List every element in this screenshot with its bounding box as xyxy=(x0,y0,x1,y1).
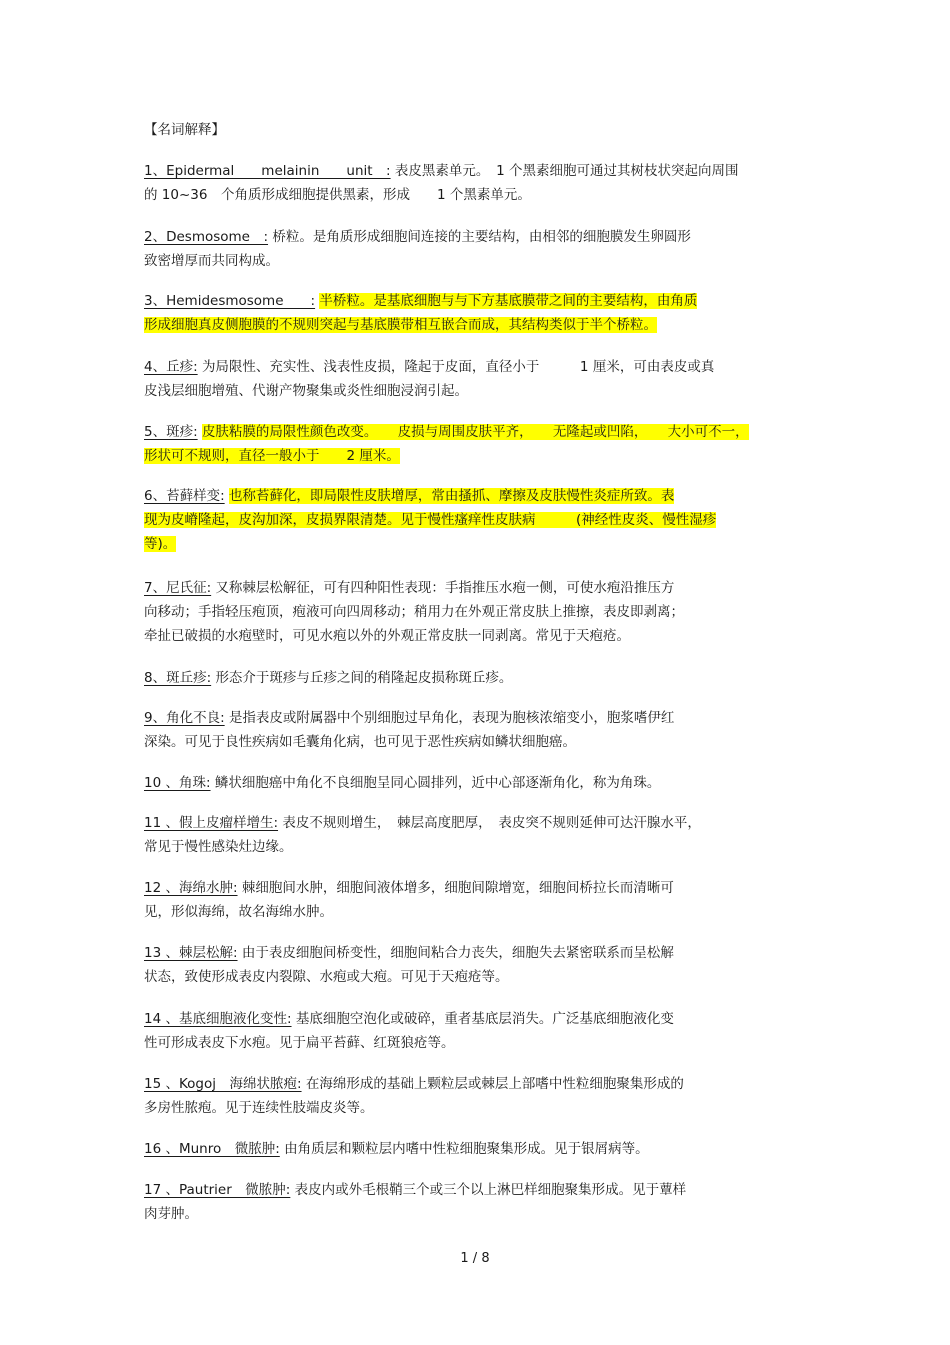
term: 3、Hemidesmosome : xyxy=(144,293,316,309)
definition-13: 13 、棘层松解: 由于表皮细胞间桥变性，细胞间粘合力丧失，细胞失去紧密联系而呈松解 状态，致使形成表皮内裂隙、水疱或大疱。可见于天疱疮等。 xyxy=(144,945,674,985)
highlighted-text: 等)。 xyxy=(144,536,177,552)
definition-17: 17 、Pautrier 微脓肿: 表皮内或外毛根鞘三个或三个以上淋巴样细胞聚集形成。见于蕈样 肉芽肿。 xyxy=(144,1182,687,1222)
definition-11: 11 、假上皮瘤样增生: 表皮不规则增生， 棘层高度肥厚， 表皮突不规则延伸可达汗腺水平， 常见于慢性感染灶边缘。 xyxy=(144,815,701,855)
term: 14 、基底细胞液化变性: xyxy=(144,1011,292,1027)
highlighted-text: 形成细胞真皮侧胞膜的不规则突起与基底膜带相互嵌合而成，其结构类似于半个桥粒。 xyxy=(144,317,657,333)
definition-6 xyxy=(144,484,794,556)
definition-10: 10 、角珠: 鳞状细胞癌中角化不良细胞呈同心圆排列，近中心部逐渐角化，称为角珠。 xyxy=(144,775,661,791)
definition-4: 4、丘疹: 为局限性、充实性、浅表性皮损，隆起于皮面，直径小于 1 厘米，可由表皮或真 皮浅层细胞增殖、代谢产物聚集或炎性细胞浸润引起。 xyxy=(144,359,715,399)
term: 12 、海绵水肿: xyxy=(144,880,238,896)
term: 2、Desmosome : xyxy=(144,229,269,245)
section-heading: 【名词解释】 xyxy=(144,122,225,138)
term: 4、丘疹: xyxy=(144,359,198,375)
term: 5、斑疹: xyxy=(144,424,198,440)
definition-14: 14 、基底细胞液化变性: 基底细胞空泡化或破碎，重者基底层消失。广泛基底细胞液化变 性可形成表皮下水疱。见于扁平苔藓、红斑狼疮等。 xyxy=(144,1011,674,1051)
term: 11 、假上皮瘤样增生: xyxy=(144,815,279,831)
term: 8、斑丘疹: xyxy=(144,670,212,686)
definition-12: 12 、海绵水肿: 棘细胞间水肿，细胞间液体增多，细胞间隙增宽，细胞间桥拉长而清晰可 见，形似海绵，故名海绵水肿。 xyxy=(144,880,674,920)
definition-1: 1、Epidermal melainin unit : 表皮黑素单元。 1 个黑素细胞可通过其树枝状突起向周围 的 10~36 个角质形成细胞提供黑素，形成 1 个黑素单元。 xyxy=(144,163,739,203)
definition-7: 7、尼氏征: 又称棘层松解征，可有四种阳性表现：手指推压水疱一侧，可使水疱沿推压方 向移动；手指轻压疱顶，疱液可向四周移动；稍用力在外观正常皮肤上推擦，表皮即剥离； 牵扯已破损的水疱壁时，可见水疱以外的外观正常皮肤一同剥离。常见于天疱疮。 xyxy=(144,580,684,644)
definition-5 xyxy=(144,420,794,468)
highlighted-text: 现为皮嵴隆起，皮沟加深，皮损界限清楚。见于慢性瘙痒性皮肤病 (神经性皮炎、慢性湿疹 xyxy=(144,512,717,528)
definition-16: 16 、Munro 微脓肿: 由角质层和颗粒层内嗜中性粒细胞聚集形成。见于银屑病等。 xyxy=(144,1141,649,1157)
definition-3 xyxy=(144,289,794,337)
definition-9: 9、角化不良: 是指表皮或附属器中个别细胞过早角化，表现为胞核浓缩变小，胞浆嗜伊红 深染。可见于良性疾病如毛囊角化病，也可见于恶性疾病如鳞状细胞癌。 xyxy=(144,710,675,750)
term: 15 、Kogoj 海绵状脓疱: xyxy=(144,1076,302,1092)
term: 10 、角珠: xyxy=(144,775,211,791)
page-number: 1 / 8 xyxy=(460,1251,490,1266)
term: 9、角化不良: xyxy=(144,710,225,726)
term: 1、Epidermal melainin unit : xyxy=(144,163,391,179)
definition-8: 8、斑丘疹: 形态介于斑疹与丘疹之间的稍隆起皮损称斑丘疹。 xyxy=(144,670,513,686)
highlighted-text: 也称苔藓化，即局限性皮肤增厚，常由搔抓、摩擦及皮肤慢性炎症所致。表 xyxy=(228,488,675,504)
term: 13 、棘层松解: xyxy=(144,945,238,961)
definition-2: 2、Desmosome : 桥粒。是角质形成细胞间连接的主要结构，由相邻的细胞膜发生卵圆形 致密增厚而共同构成。 xyxy=(144,229,691,269)
term: 17 、Pautrier 微脓肿: xyxy=(144,1182,291,1198)
term: 7、尼氏征: xyxy=(144,580,212,596)
highlighted-text: 半桥粒。是基底细胞与与下方基底膜带之间的主要结构，由角质 xyxy=(319,293,698,309)
term: 16 、Munro 微脓肿: xyxy=(144,1141,280,1157)
definition-15: 15 、Kogoj 海绵状脓疱: 在海绵形成的基础上颗粒层或棘层上部嗜中性粒细胞聚集形成的 多房性脓疱。见于连续性肢端皮炎等。 xyxy=(144,1076,684,1116)
highlighted-text: 皮肤粘膜的局限性颜色改变。 皮损与周围皮肤平齐， 无隆起或凹陷， 大小可不一， xyxy=(201,424,749,440)
term: 6、苔藓样变: xyxy=(144,488,225,504)
highlighted-text: 形状可不规则，直径一般小于 2 厘米。 xyxy=(144,448,400,464)
